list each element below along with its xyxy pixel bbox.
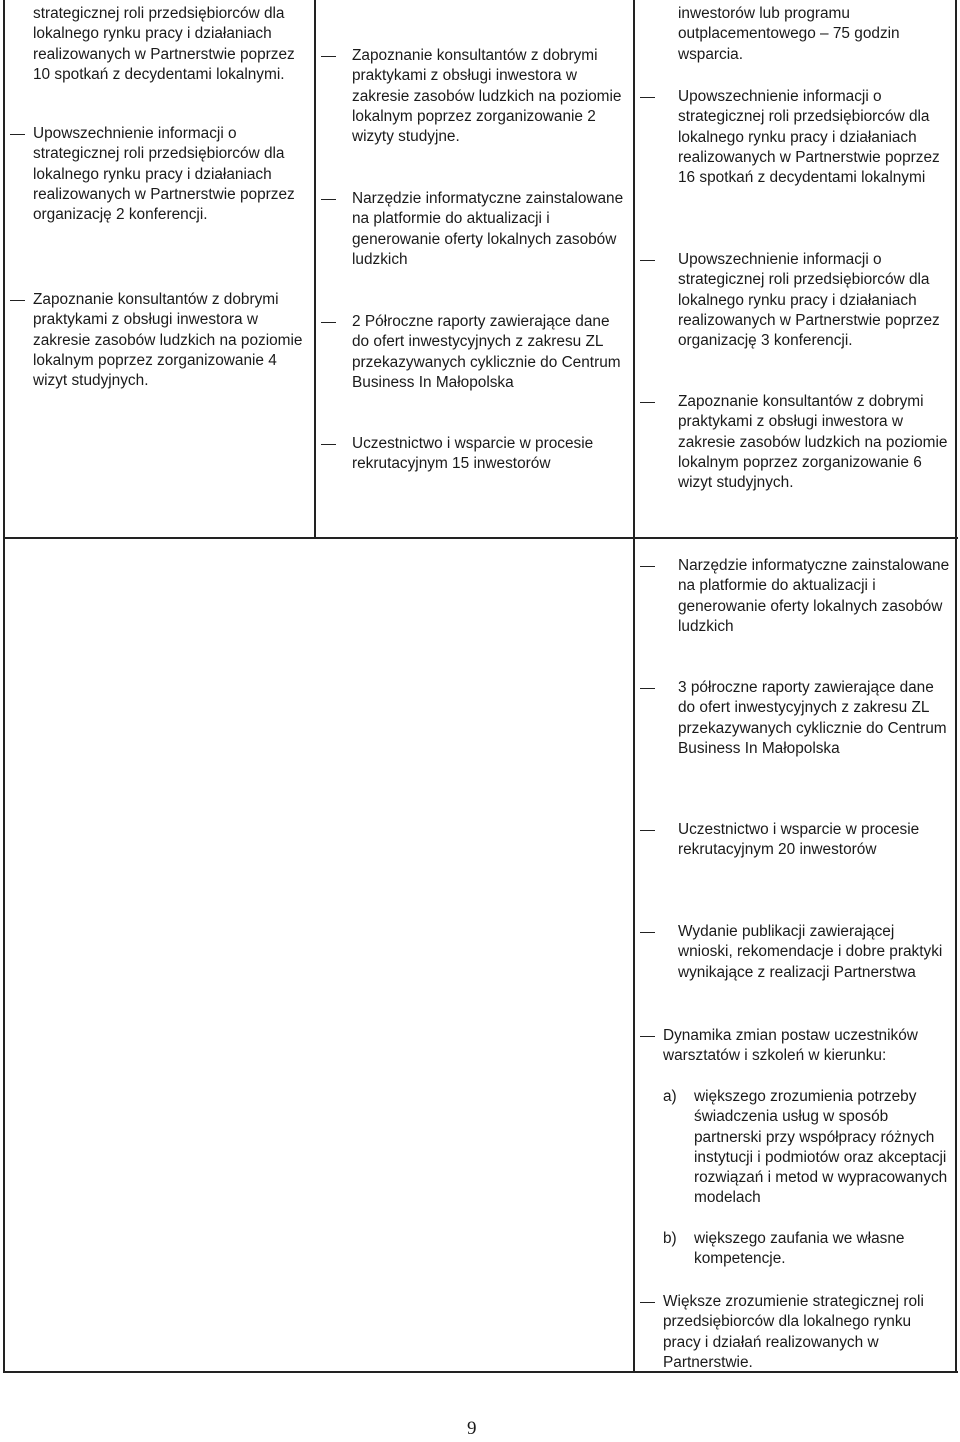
dash-bullet xyxy=(640,402,655,403)
col3-item-text: Upowszechnienie informacji o strategicznej roli przedsiębiorców dla lokalnego rynku pracy i działaniach realizowanych w Partnerstwie poprzez organizację 3 konferencji. xyxy=(678,251,940,350)
dash-bullet xyxy=(640,688,655,689)
dynamics-lead: Dynamika zmian postaw uczestników warsztatów i szkoleń w kierunku: xyxy=(663,1027,918,1065)
subitem-label: b) xyxy=(663,1230,677,1247)
dash-bullet xyxy=(321,199,336,200)
col2-item-text: Uczestnictwo i wsparcie w procesie rekrutacyjnym 15 inwestorów xyxy=(352,435,594,473)
col2-list-item xyxy=(321,312,627,393)
col1-intro: strategicznej roli przedsiębiorców dla lokalnego rynku pracy i działaniach realizowanych w Partnerstwie poprzez 10 spotkań z decydentami lokalnymi. xyxy=(33,5,295,83)
row2-item-text: Uczestnictwo i wsparcie w procesie rekrutacyjnym 20 inwestorów xyxy=(678,821,920,859)
col1-list-item xyxy=(10,124,306,225)
dash-bullet xyxy=(640,1302,655,1303)
dash-bullet xyxy=(640,566,655,567)
dash-bullet xyxy=(321,444,336,445)
col1-item-text: Zapoznanie konsultantów z dobrymi praktykami z obsługi inwestora w zakresie zasobów ludzkich na poziomie lokalnym poprzez zorganizowanie 4 wizyt studyjnych. xyxy=(33,291,303,390)
row2-item-text: Wydanie publikacji zawierającej wnioski, rekomendacje i dobre praktyki wynikające z realizacji Partnerstwa xyxy=(678,923,943,981)
subitem-text: większego zaufania we własne kompetencje. xyxy=(694,1230,905,1268)
row2-item-text: 3 półroczne raporty zawierające dane do ofert inwestycyjnych z zakresu ZL przekazywanych cyklicznie do Centrum Business In Małopolska xyxy=(678,679,947,757)
col2-list-item xyxy=(321,434,627,475)
row2-list-item xyxy=(640,678,950,759)
table-border-left xyxy=(3,0,5,1372)
subitem-text: większego zrozumienia potrzeby świadczenia usług w sposób partnerski przy współpracy różnych instytucji i podmiotów oraz akceptacji rozwiązań i metod w wypracowanych modelach xyxy=(694,1088,948,1207)
row2-last-item xyxy=(640,1292,950,1373)
dash-bullet xyxy=(10,134,25,135)
dash-bullet xyxy=(640,1036,655,1037)
dynamics-subitem-b xyxy=(663,1229,948,1270)
subitem-label: a) xyxy=(663,1088,677,1105)
col2-item-text: Narzędzie informatyczne zainstalowane na platformie do aktualizacji i generowanie oferty lokalnych zasobów ludzkich xyxy=(352,190,624,268)
col1-list-item xyxy=(10,290,306,391)
table-border-col1 xyxy=(314,0,316,538)
col1-item-text: Upowszechnienie informacji o strategicznej roli przedsiębiorców dla lokalnego rynku pracy i działaniach realizowanych w Partnerstwie poprzez organizację 2 konferencji. xyxy=(33,125,295,224)
page-number: 9 xyxy=(467,1418,477,1439)
dash-bullet xyxy=(321,56,336,57)
dash-bullet xyxy=(321,322,336,323)
row2-list-item xyxy=(640,922,950,983)
row2-last-text: Większe zrozumienie strategicznej roli przedsiębiorców dla lokalnego rynku pracy i działań realizowanych w Partnerstwie. xyxy=(663,1293,924,1371)
col3-list-item xyxy=(640,392,950,493)
row2-item-text: Narzędzie informatyczne zainstalowane na platformie do aktualizacji i generowanie oferty lokalnych zasobów ludzkich xyxy=(678,557,950,635)
row2-dynamics-item xyxy=(640,1026,950,1067)
col3-item-text: Upowszechnienie informacji o strategicznej roli przedsiębiorców dla lokalnego rynku pracy i działaniach realizowanych w Partnerstwie poprzez 16 spotkań z decydentami lokalnymi xyxy=(678,88,940,187)
col3-list-item xyxy=(640,87,950,188)
col3-item-text: Zapoznanie konsultantów z dobrymi praktykami z obsługi inwestora w zakresie zasobów ludzkich na poziomie lokalnym poprzez zorganizowanie 6 wizyt studyjnych. xyxy=(678,393,948,492)
row2-list-item xyxy=(640,556,950,637)
dash-bullet xyxy=(640,830,655,831)
table-border-col2 xyxy=(633,0,635,1372)
dash-bullet xyxy=(10,300,25,301)
table-row-divider xyxy=(3,537,958,539)
col3-intro: inwestorów lub programu outplacementowego – 75 godzin wsparcia. xyxy=(678,5,900,63)
col3-list-item xyxy=(640,250,950,351)
col2-item-text: 2 Półroczne raporty zawierające dane do ofert inwestycyjnych z zakresu ZL przekazywanych cyklicznie do Centrum Business In Małopolska xyxy=(352,313,621,391)
dash-bullet xyxy=(640,260,655,261)
col2-list-item xyxy=(321,189,627,270)
col2-item-text: Zapoznanie konsultantów z dobrymi praktykami z obsługi inwestora w zakresie zasobów ludzkich na poziomie lokalnym poprzez zorganizowanie 2 wizyty studyjne. xyxy=(352,47,622,146)
dash-bullet xyxy=(640,932,655,933)
col2-list-item xyxy=(321,46,627,147)
table-border-right xyxy=(955,0,957,1372)
row2-list-item xyxy=(640,820,950,861)
dash-bullet xyxy=(640,97,655,98)
dynamics-subitem-a xyxy=(663,1087,948,1209)
